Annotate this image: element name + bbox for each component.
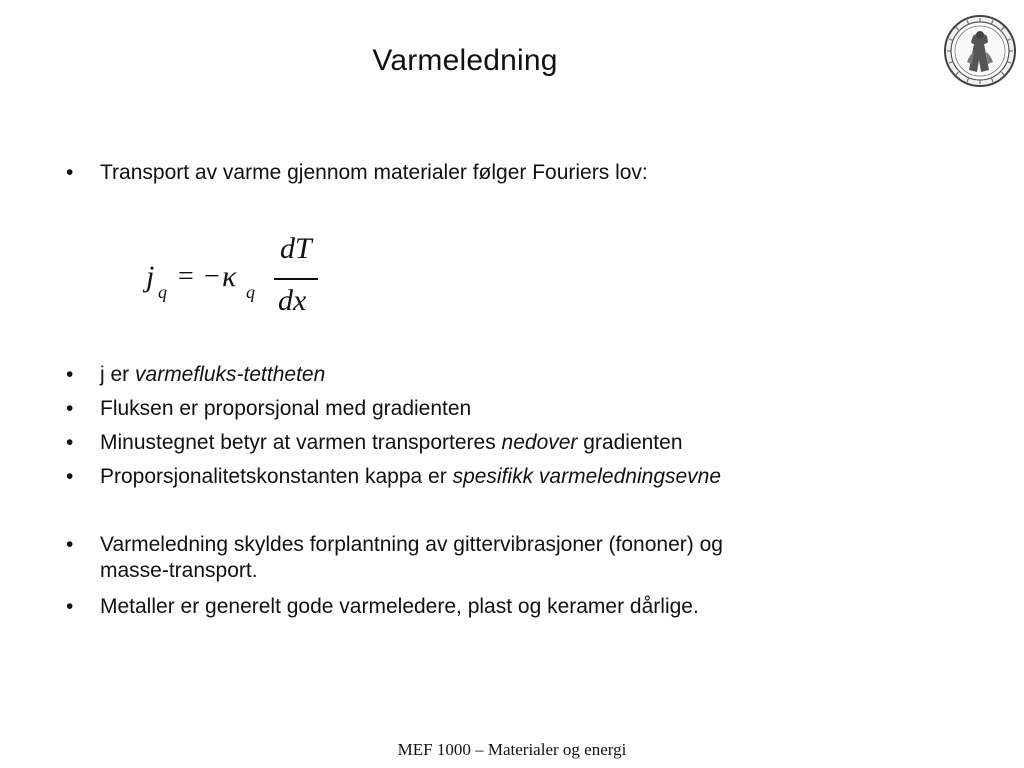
bullet-marker: • xyxy=(66,161,74,184)
bullet-text: Proporsjonalitetskonstanten kappa er spesifikk varmeledningsevne xyxy=(100,465,722,488)
bullet-marker: • xyxy=(66,363,74,386)
slide-footer: MEF 1000 – Materialer og energi xyxy=(397,740,627,759)
formula-minus-sign: − xyxy=(204,261,220,292)
bullet-marker: • xyxy=(66,431,74,454)
bullet-text: Fluksen er proporsjonal med gradienten xyxy=(100,397,472,420)
formula-kappa-subscript: q xyxy=(246,282,255,302)
bullet-text: Varmeledning skyldes forplantning av gittervibrasjoner (fononer) og masse-transport. xyxy=(100,533,723,582)
bullet-text: Minustegnet betyr at varmen transporteres nedover gradienten xyxy=(100,431,683,454)
formula-flux-subscript: q xyxy=(158,282,167,302)
fourier-law-formula xyxy=(138,234,338,324)
formula-numerator: dT xyxy=(280,232,312,265)
slide-title: Varmeledning xyxy=(372,44,558,77)
bullet-marker: • xyxy=(66,595,74,618)
formula-equals-sign: = xyxy=(178,261,194,292)
university-seal-icon xyxy=(943,14,1017,88)
formula-flux-symbol: j xyxy=(146,260,155,293)
bullet-text: Transport av varme gjennom materialer følger Fouriers lov: xyxy=(100,161,648,184)
formula-fraction-bar xyxy=(274,278,318,280)
formula-kappa-symbol: κ xyxy=(222,260,237,293)
bullet-marker: • xyxy=(66,397,74,420)
bullet-marker: • xyxy=(66,533,74,556)
formula-denominator: dx xyxy=(278,284,307,317)
bullet-marker: • xyxy=(66,465,74,488)
bullet-text: j er varmefluks-tettheten xyxy=(100,363,326,386)
bullet-text: Metaller er generelt gode varmeledere, plast og keramer dårlige. xyxy=(100,595,699,618)
